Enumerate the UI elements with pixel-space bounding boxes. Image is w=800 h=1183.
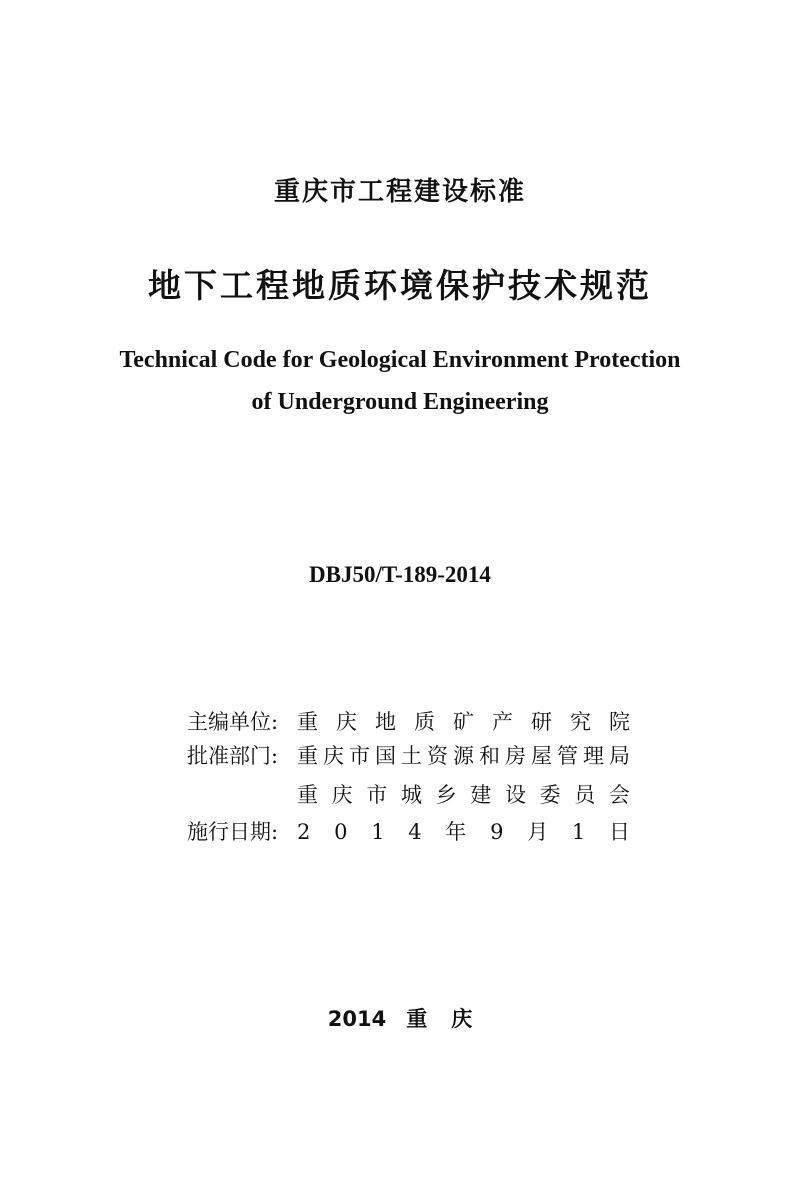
chief-editor-char: 矿 — [453, 710, 474, 734]
effective-date-char: 年 — [445, 820, 467, 844]
chief-editor-char: 地 — [375, 710, 396, 734]
effective-date-char: 2 — [297, 820, 311, 844]
chief-editor-char: 研 — [531, 710, 552, 734]
approver-char: 市 — [366, 783, 388, 807]
approver-value — [297, 741, 630, 771]
approver-char: 重 — [297, 783, 318, 807]
effective-date-label: 施行日期: — [187, 820, 279, 844]
main-title: 地下工程地质环境保护技术规范 — [148, 266, 652, 305]
approver-char: 设 — [504, 783, 526, 807]
approver-char: 资 — [427, 744, 448, 768]
chief-editor-row — [0, 707, 800, 737]
approver-value-2 — [297, 780, 630, 810]
chief-editor-char: 产 — [492, 710, 513, 734]
effective-date-char: 1 — [371, 820, 385, 844]
chief-editor-char: 院 — [609, 710, 630, 734]
approver-char: 重 — [297, 744, 318, 768]
approver-char: 土 — [401, 744, 422, 768]
approver-second-row — [0, 780, 800, 810]
effective-date-char: 1 — [571, 820, 586, 844]
approver-char: 局 — [609, 744, 630, 768]
chief-editor-char: 究 — [570, 710, 591, 734]
approver-char: 管 — [557, 744, 578, 768]
approver-char: 员 — [574, 783, 596, 807]
standard-code-number: DBJ50/T-189-2014 — [309, 562, 491, 587]
publication-footer — [0, 1004, 800, 1034]
chief-editor-label: 主编单位: — [187, 710, 279, 734]
effective-date-char: 0 — [334, 820, 348, 844]
approver-char: 和 — [479, 744, 500, 768]
effective-date-char: 月 — [527, 820, 549, 844]
footer-city-char: 庆 — [451, 1007, 473, 1031]
approver-char: 委 — [539, 783, 561, 807]
effective-date-char: 日 — [609, 820, 630, 844]
english-title-line-1: Technical Code for Geological Environment Protection — [119, 347, 681, 373]
footer-city-char: 重 — [406, 1007, 428, 1031]
approver-char: 理 — [583, 744, 604, 768]
footer-year: 2014 — [327, 1007, 387, 1031]
approver-char: 国 — [375, 744, 396, 768]
chief-editor-value — [297, 707, 630, 737]
approver-char: 屋 — [531, 744, 552, 768]
approver-char: 庆 — [323, 744, 344, 768]
approver-char: 城 — [400, 783, 422, 807]
effective-date-char: 9 — [490, 820, 504, 844]
approver-char: 市 — [349, 744, 370, 768]
effective-date-char: 4 — [408, 820, 422, 844]
approver-char: 会 — [608, 783, 630, 807]
approver-label: 批准部门: — [187, 744, 279, 768]
approver-char: 庆 — [331, 783, 353, 807]
chief-editor-char: 重 — [297, 710, 318, 734]
approver-row — [0, 741, 800, 771]
series-title: 重庆市工程建设标准 — [273, 177, 526, 207]
chief-editor-char: 庆 — [336, 710, 357, 734]
approver-char: 建 — [470, 783, 492, 807]
english-title-line-2: of Underground Engineering — [251, 389, 549, 415]
approver-char: 乡 — [435, 783, 457, 807]
approver-char: 房 — [505, 744, 526, 768]
approver-char: 源 — [453, 744, 474, 768]
effective-date-value — [297, 817, 630, 847]
effective-date-row — [0, 817, 800, 847]
chief-editor-char: 质 — [414, 710, 435, 734]
